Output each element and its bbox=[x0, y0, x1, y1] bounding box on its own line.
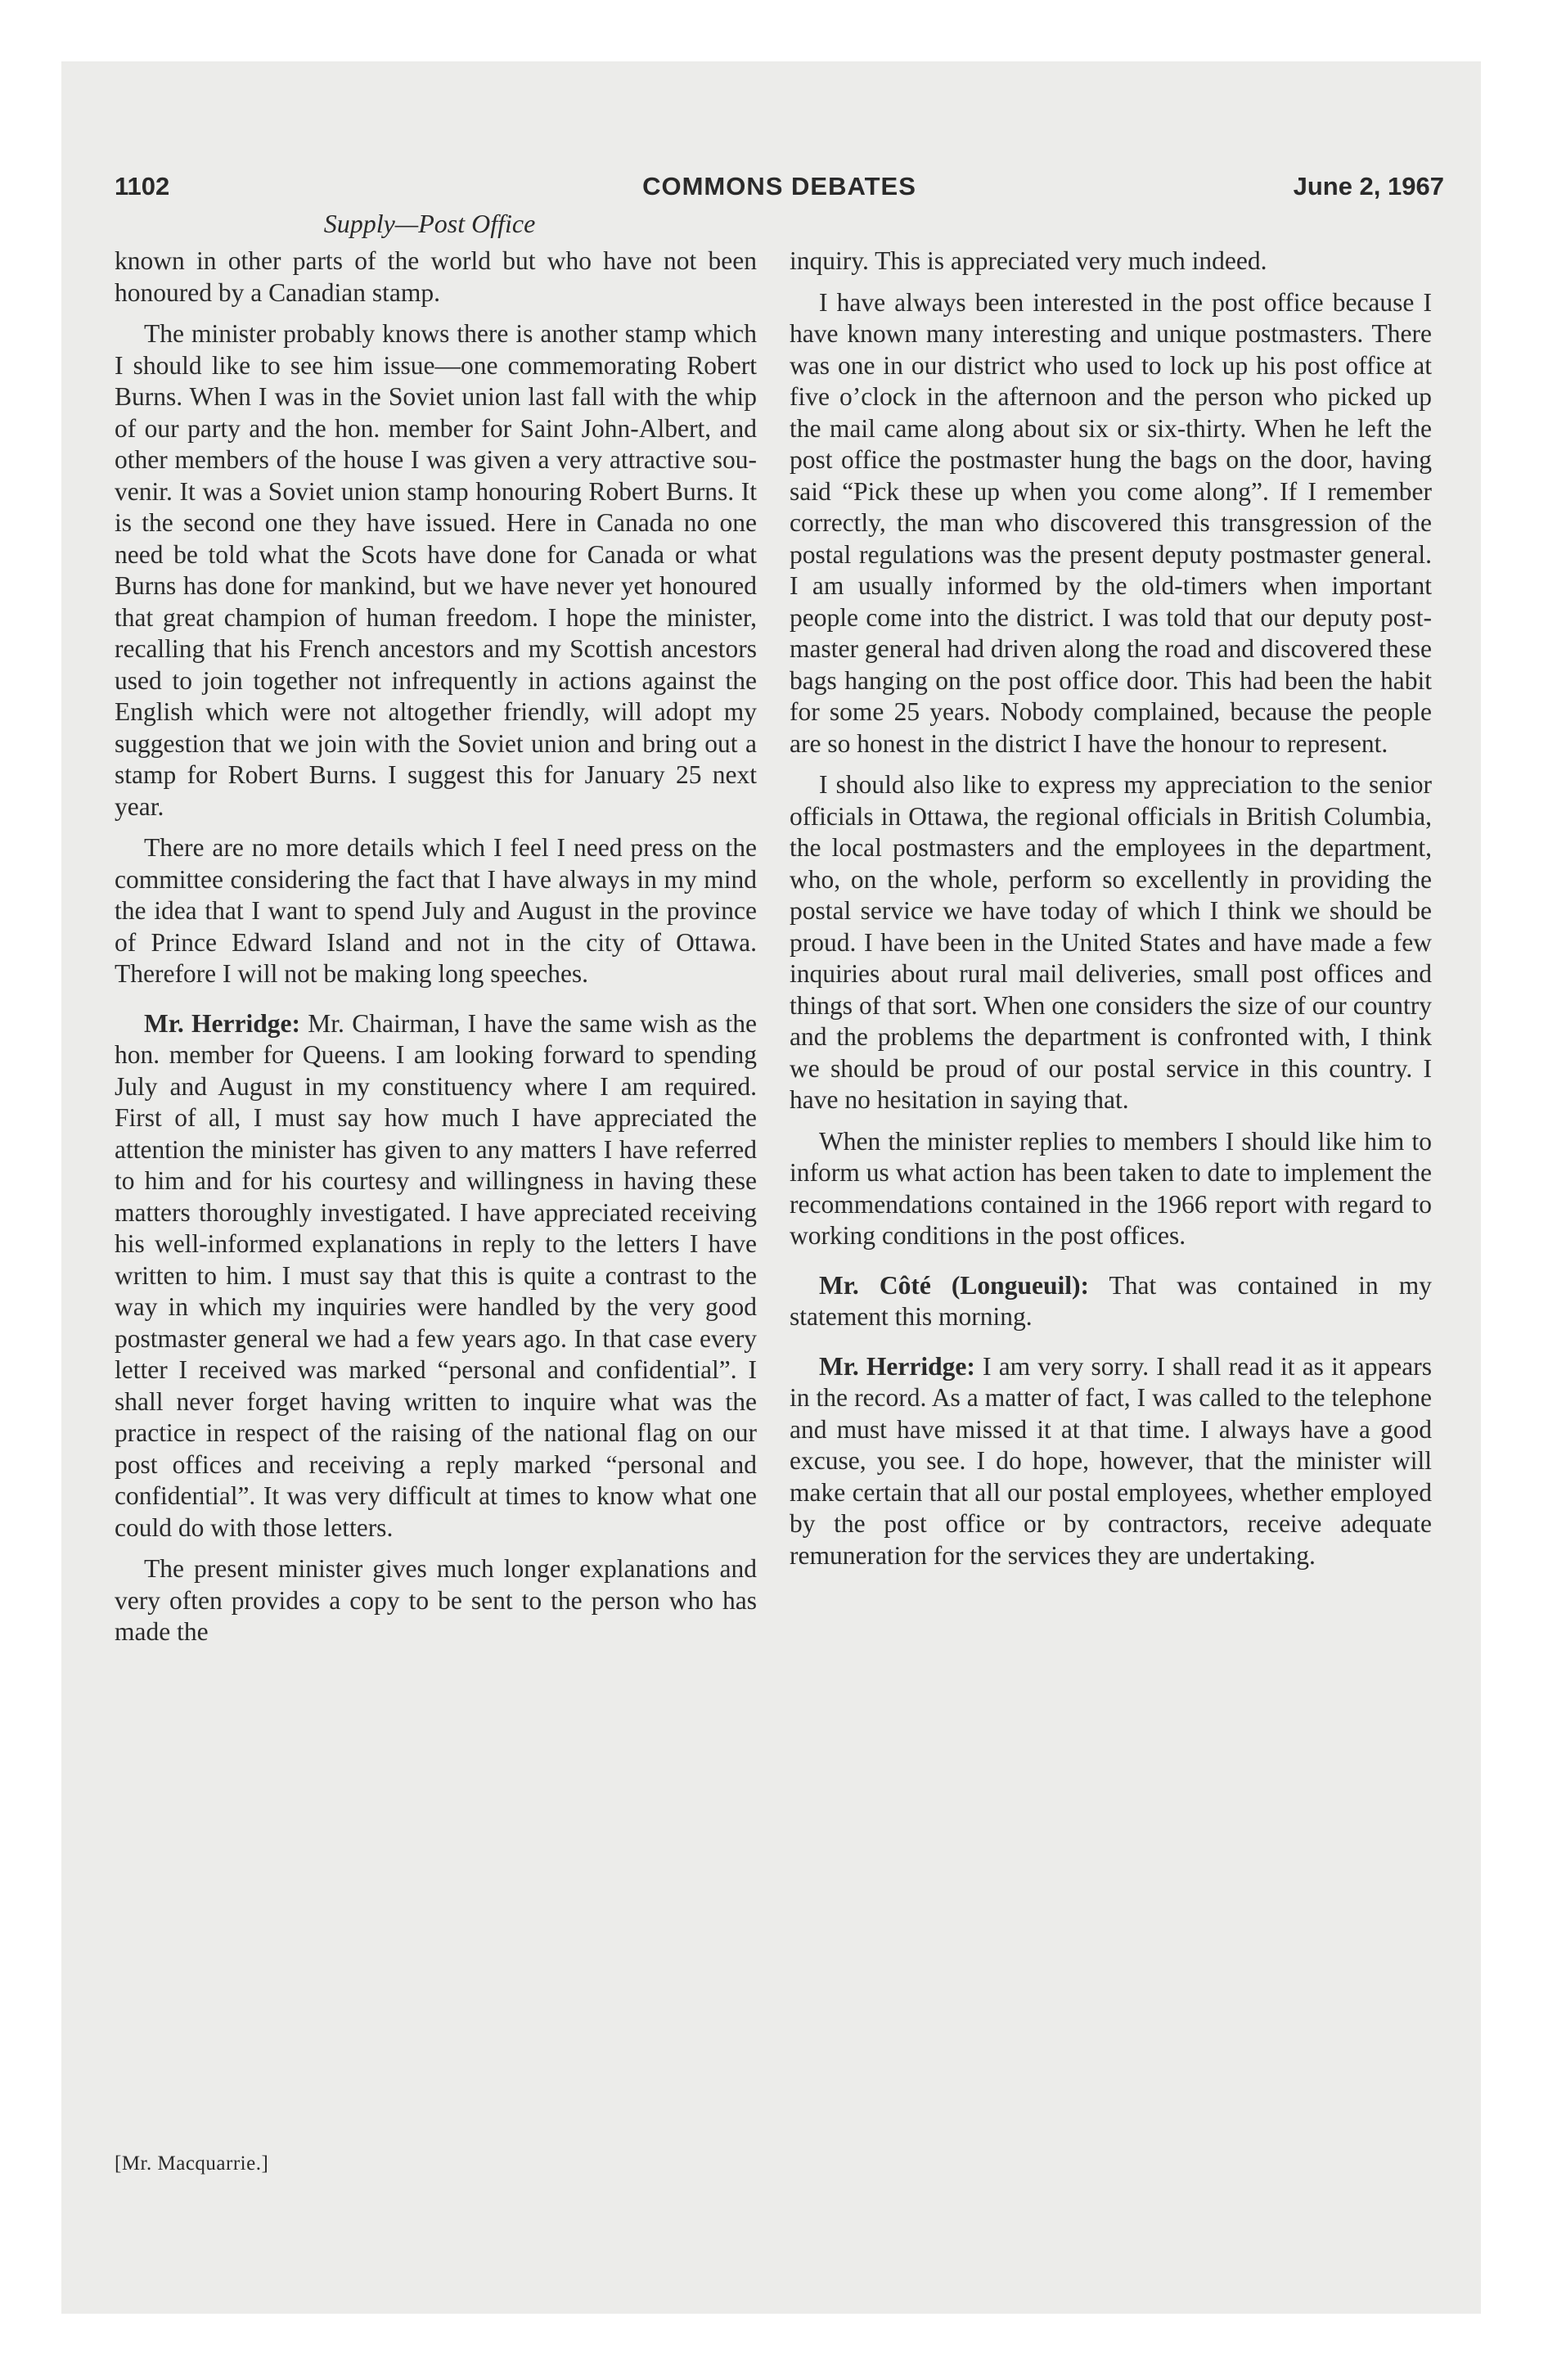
speech-text: That was contained in my statement this morning. bbox=[790, 1270, 1433, 1331]
paragraph: The present minister gives much longer explanations and very often provides a copy to be sent to the person who has made the bbox=[115, 1554, 757, 1646]
page bbox=[115, 172, 1444, 2175]
page-number: 1102 bbox=[115, 172, 170, 201]
paragraph: When the minister replies to members I should like him to inform us what action has been taken to date to implement the recommendations contained in the 1966 report with regard to working conditions in the post offices. bbox=[790, 1126, 1432, 1250]
speaker-name: Mr. Herridge: bbox=[819, 1351, 975, 1381]
paragraph: There are no more details which I feel I need press on the committee considering the fact that I have always in my mind the idea that I want to spend July and August in the province of Prince Edward Island and not in the city of Ottawa. Therefore I will not be making long speeches. bbox=[115, 833, 757, 988]
left-column bbox=[115, 246, 757, 1658]
paragraph: The minister probably knows there is another stamp which I should like to see him issue—one commemorating Robert Burns. When I was in the Soviet union last fall with the whip of our party and the hon. member for Saint John-Albert, and other members of the house I was given a very attractive souvenir. It was a Soviet union stamp honouring Robert Burns. It is the second one they have issued. Here in Canada no one need be told what the Scots have done for Canada or what Burns has done for mankind, but we have never yet honoured that great champion of human freedom. I hope the minister, recalling that his French ancestors and my Scottish ancestors used to join together not infrequently in actions against the English which were not altogether friendly, will adopt my suggestion that we join with the Soviet union and bring out a stamp for Robert Burns. I suggest this for January 25 next year. bbox=[115, 319, 757, 821]
section-subheading: Supply—Post Office bbox=[323, 209, 536, 238]
footer-attribution: [Mr. Macquarrie.] bbox=[115, 2152, 269, 2175]
speaker-name: Mr. Herridge: bbox=[144, 1008, 300, 1038]
header-date: June 2, 1967 bbox=[1293, 172, 1444, 201]
speech-paragraph bbox=[115, 1008, 757, 1544]
speech-text: Mr. Chairman, I have the same wish as the hon. member for Queens. I am looking forward to spending July and August in my constituency where I am required. First of all, I must say how much I have appreciated the attention the minister has given to any matters I have referred to him and for his courtesy and willingness in having these matters thoroughly investigated. I have appreciated receiving his well-informed explanations in reply to the letters I have written to him. I must say that this is quite a contrast to the way in which my inquiries were handled by the very good postmaster general we had a few years ago. In that case every letter I received was marked “personal and confidential”. I shall never forget having written to inquire what was the practice in respect of the raising of the national flag on our post offices and receiving a reply marked “personal and confidential”. It was very difficult at times to know what one could do with those letters. bbox=[115, 1008, 757, 1542]
paragraph: I have always been interested in the post office because I have known many interesting and unique postmasters. There was one in our district who used to lock up his post office at five o’clock in the afternoon and the person who picked up the mail came along about six or six-thirty. When he left the post office the postmaster hung the bags on the door, having said “Pick these up when you come along”. If I remember correctly, the man who discovered this transgression of the postal regulations was the present deputy postmaster general. I am usually informed by the old-timers when important people come into the district. I was told that our deputy postmaster general had driven along the road and discovered these bags hanging on the post office door. This had been the habit for some 25 years. Nobody complained, because the people are so honest in the district I have the honour to represent. bbox=[790, 287, 1432, 758]
speech-paragraph bbox=[790, 1270, 1432, 1333]
paragraph: inquiry. This is appreciated very much indeed. bbox=[790, 246, 1267, 275]
paragraph: I should also like to express my appreciation to the senior officials in Ottawa, the regional officials in British Columbia, the local postmasters and the employees in the department, who, on the whole, perform so excellently in providing the postal service we have today of which I think we should be proud. I have been in the United States and have made a few inquiries about rural mail deliveries, small post offices and things of that sort. When one considers the size of our country and the problems the department is confronted with, I think we should be proud of our postal service in this country. I have no hesitation in saying that. bbox=[790, 770, 1432, 1114]
publication-title: COMMONS DEBATES bbox=[642, 172, 916, 201]
speech-text: I am very sorry. I shall read it as it appears in the record. As a matter of fact, I was called to the telephone and must have missed it at that time. I always have a good excuse, you see. I do hope, however, that the minister will make certain that all our postal employees, whether employed by the post office or by contractors, receive adequate remuneration for the services they are undertaking. bbox=[790, 1351, 1432, 1570]
speaker-name: Mr. Côté (Longueuil): bbox=[819, 1270, 1089, 1300]
speech-paragraph bbox=[790, 1351, 1432, 1572]
right-column bbox=[790, 246, 1432, 1581]
paragraph: known in other parts of the world but who have not been honoured by a Canadian stamp. bbox=[115, 246, 757, 307]
